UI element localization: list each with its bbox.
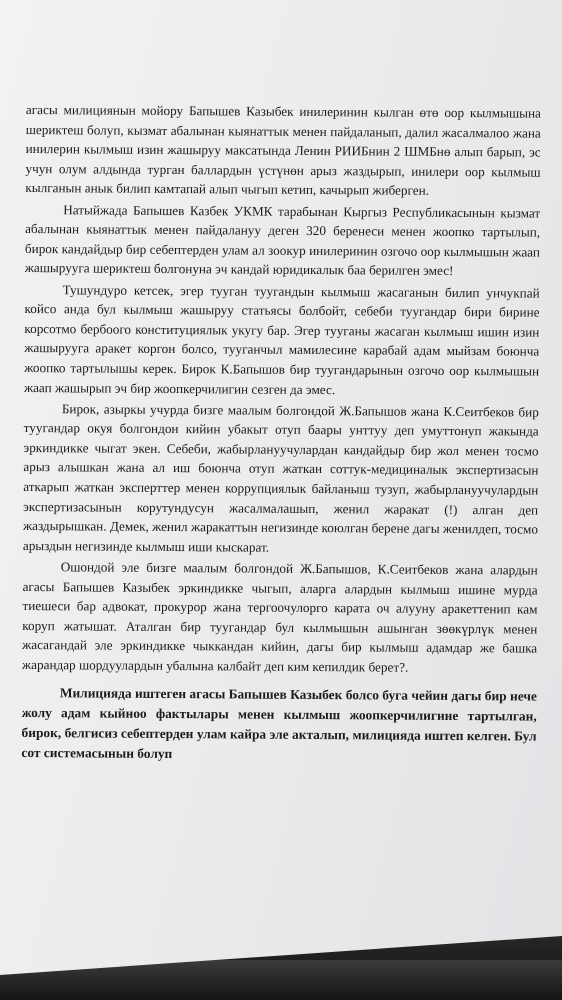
paragraph-4: Бирок, азыркы учурда бизге маалым болгондой Ж.Бапышов жана К.Сеитбеков бир туугандар окуя болгондон кийин убакыт отуп баары унттуу деп умуттонуп жакында эркиндикке чыгат экен. Себеби, жабырлануучулардан кандайдыр бир жол менен тосмо арыз алышкан жана ал иш боюнча отуп жаткан соттук-медициналык экспертизасын аткарып жаткан эксперттер менен коррупциялык байланыш тузуп, жабырлануучулардын экспертизасынын корутундусун жасалмалашып, женил жаракат (!) алган деп жаздырышкан. Демек, женил жаракаттын негизинде коюлган берене дагы женилдеп, тосмо арыздын негизинде кылмыш иши кыскарат.	[22, 400, 539, 555]
document-body	[21, 100, 541, 769]
paragraph-1: агасы милициянын мойору Бапышев Казыбек инилеринин кылган өтө оор кылмышына шериктеш болуп, кызмат абалынан кыянаттык менен пайдаланып, далил жасалмалоо жана инилерин кылмыш изин жашыруу максатында Ленин РИИБнин 2 ШМБнө алып барып, эс учун олум алдында турган баллардын үстүнөн арыз жаздырып, инилери оор кылмыш кылганын анык билип камтапай алып чыгып кетип, качырып жиберген.	[25, 101, 541, 199]
paragraph-3: Тушундуро кетсек, эгер тууган туугандын кылмыш жасаганын билип унчукпай койсо анда бул кылмыш жашыруу статьясы болбойт, себеби туугандар бири бирине корсотмо бербоого конституциялык укугу бар. Эгер тууганы жасаган кылмыш ишин изин жашырууга аракет коргон болсо, тууганчыл мамилесине карабай адам мыйзам боюнча жоопко тартылышы керек. Бирок К.Бапышов бир туугандарынын озгочо оор кылмышын жаап жашырып эч бир жоопкерчилигин сезген да эмес.	[23, 281, 540, 397]
paragraph-2: Натыйжада Бапышев Казбек УКМК тарабынан Кыргыз Республикасынын кызмат абалынан кыянаттык менен пайдалануу деген 320 беренеси менен жоопко тартылып, бирок кандайдыр бир себептерден улам ал зоокур инилеринин озгочо оор кылмышын жаап жашырууга шериктеш болгонуна эч кандай юридикалык баа берилген эмес!	[24, 201, 541, 279]
paragraph-5: Ошондой эле бизге маалым болгондой Ж.Бапышов, К.Сеитбеков жана алардын агасы Бапышев Казыбек эркиндикке чыгып, аларга алардын кылмыш ишине мурда тиешеси бар адвокат, прокурор жана тергоочулорго карата оч алууну аракеттенип кам коруп жатышат. Аталган бир туугандар бул кылмышын ашынган зөөкүрлүк менен жасагандай эле эркиндикке чыккандан кийин, дагы бир кылмыш адамдар же башка жарандар шордуулардын убалына калбайт деп ким кепилдик берет?.	[22, 559, 538, 675]
paragraph-6-bold: Милицияда иштеген агасы Бапышев Казыбек болсо буга чейин дагы бир нече жолу адам кыйноо фактылары менен кылмыш жоопкерчилигине тартылган, бирок, белгисиз себептерден улам кайра эле акталып, милицияда иштеп келген. Бул сот системасынын болуп	[21, 684, 537, 762]
